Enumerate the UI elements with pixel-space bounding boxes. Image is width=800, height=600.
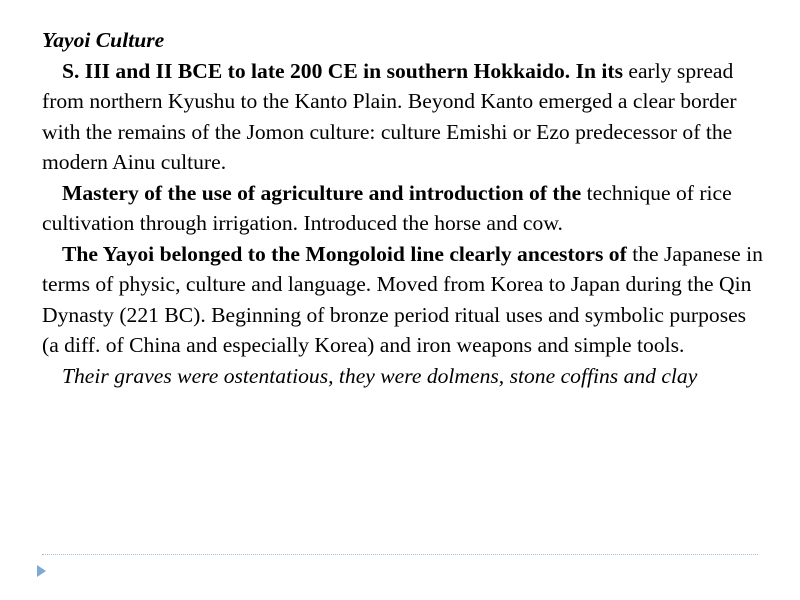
footer-divider [42,554,758,555]
slide-title: Yayoi Culture [42,28,165,52]
play-triangle-icon[interactable] [37,565,46,577]
paragraph-lead: The Yayoi belonged to the Mongoloid line clearly ancestors of [62,241,627,266]
paragraph-agriculture [42,178,767,239]
paragraph-text: early spread from northern Kyushu to the Kanto Plain. Beyond Kanto emerged a clear border with the remains of the Jomon culture: culture Emishi or Ezo predecessor of the modern Ainu culture. [42,58,737,174]
paragraph-graves [42,361,767,392]
paragraph-lead: S. III and II BCE to late 200 CE in southern Hokkaido. In its [62,58,623,83]
paragraph-text: technique of rice cultivation through irrigation. Introduced the horse and cow. [42,180,732,235]
paragraph-text: Their graves were ostentatious, they were dolmens, stone coffins and clay [62,363,698,388]
paragraph-text: the Japanese in terms of physic, culture and language. Moved from Korea to Japan during the Qin Dynasty (221 BC). Beginning of bronze period ritual uses and symbolic purposes (a diff. of China and especially Korea) and iron weapons and simple tools. [42,241,763,357]
paragraph-lead: Mastery of the use of agriculture and introduction of the [62,180,582,205]
paragraph-dates [42,56,767,178]
paragraph-origins [42,239,767,361]
slide-body [42,25,767,391]
